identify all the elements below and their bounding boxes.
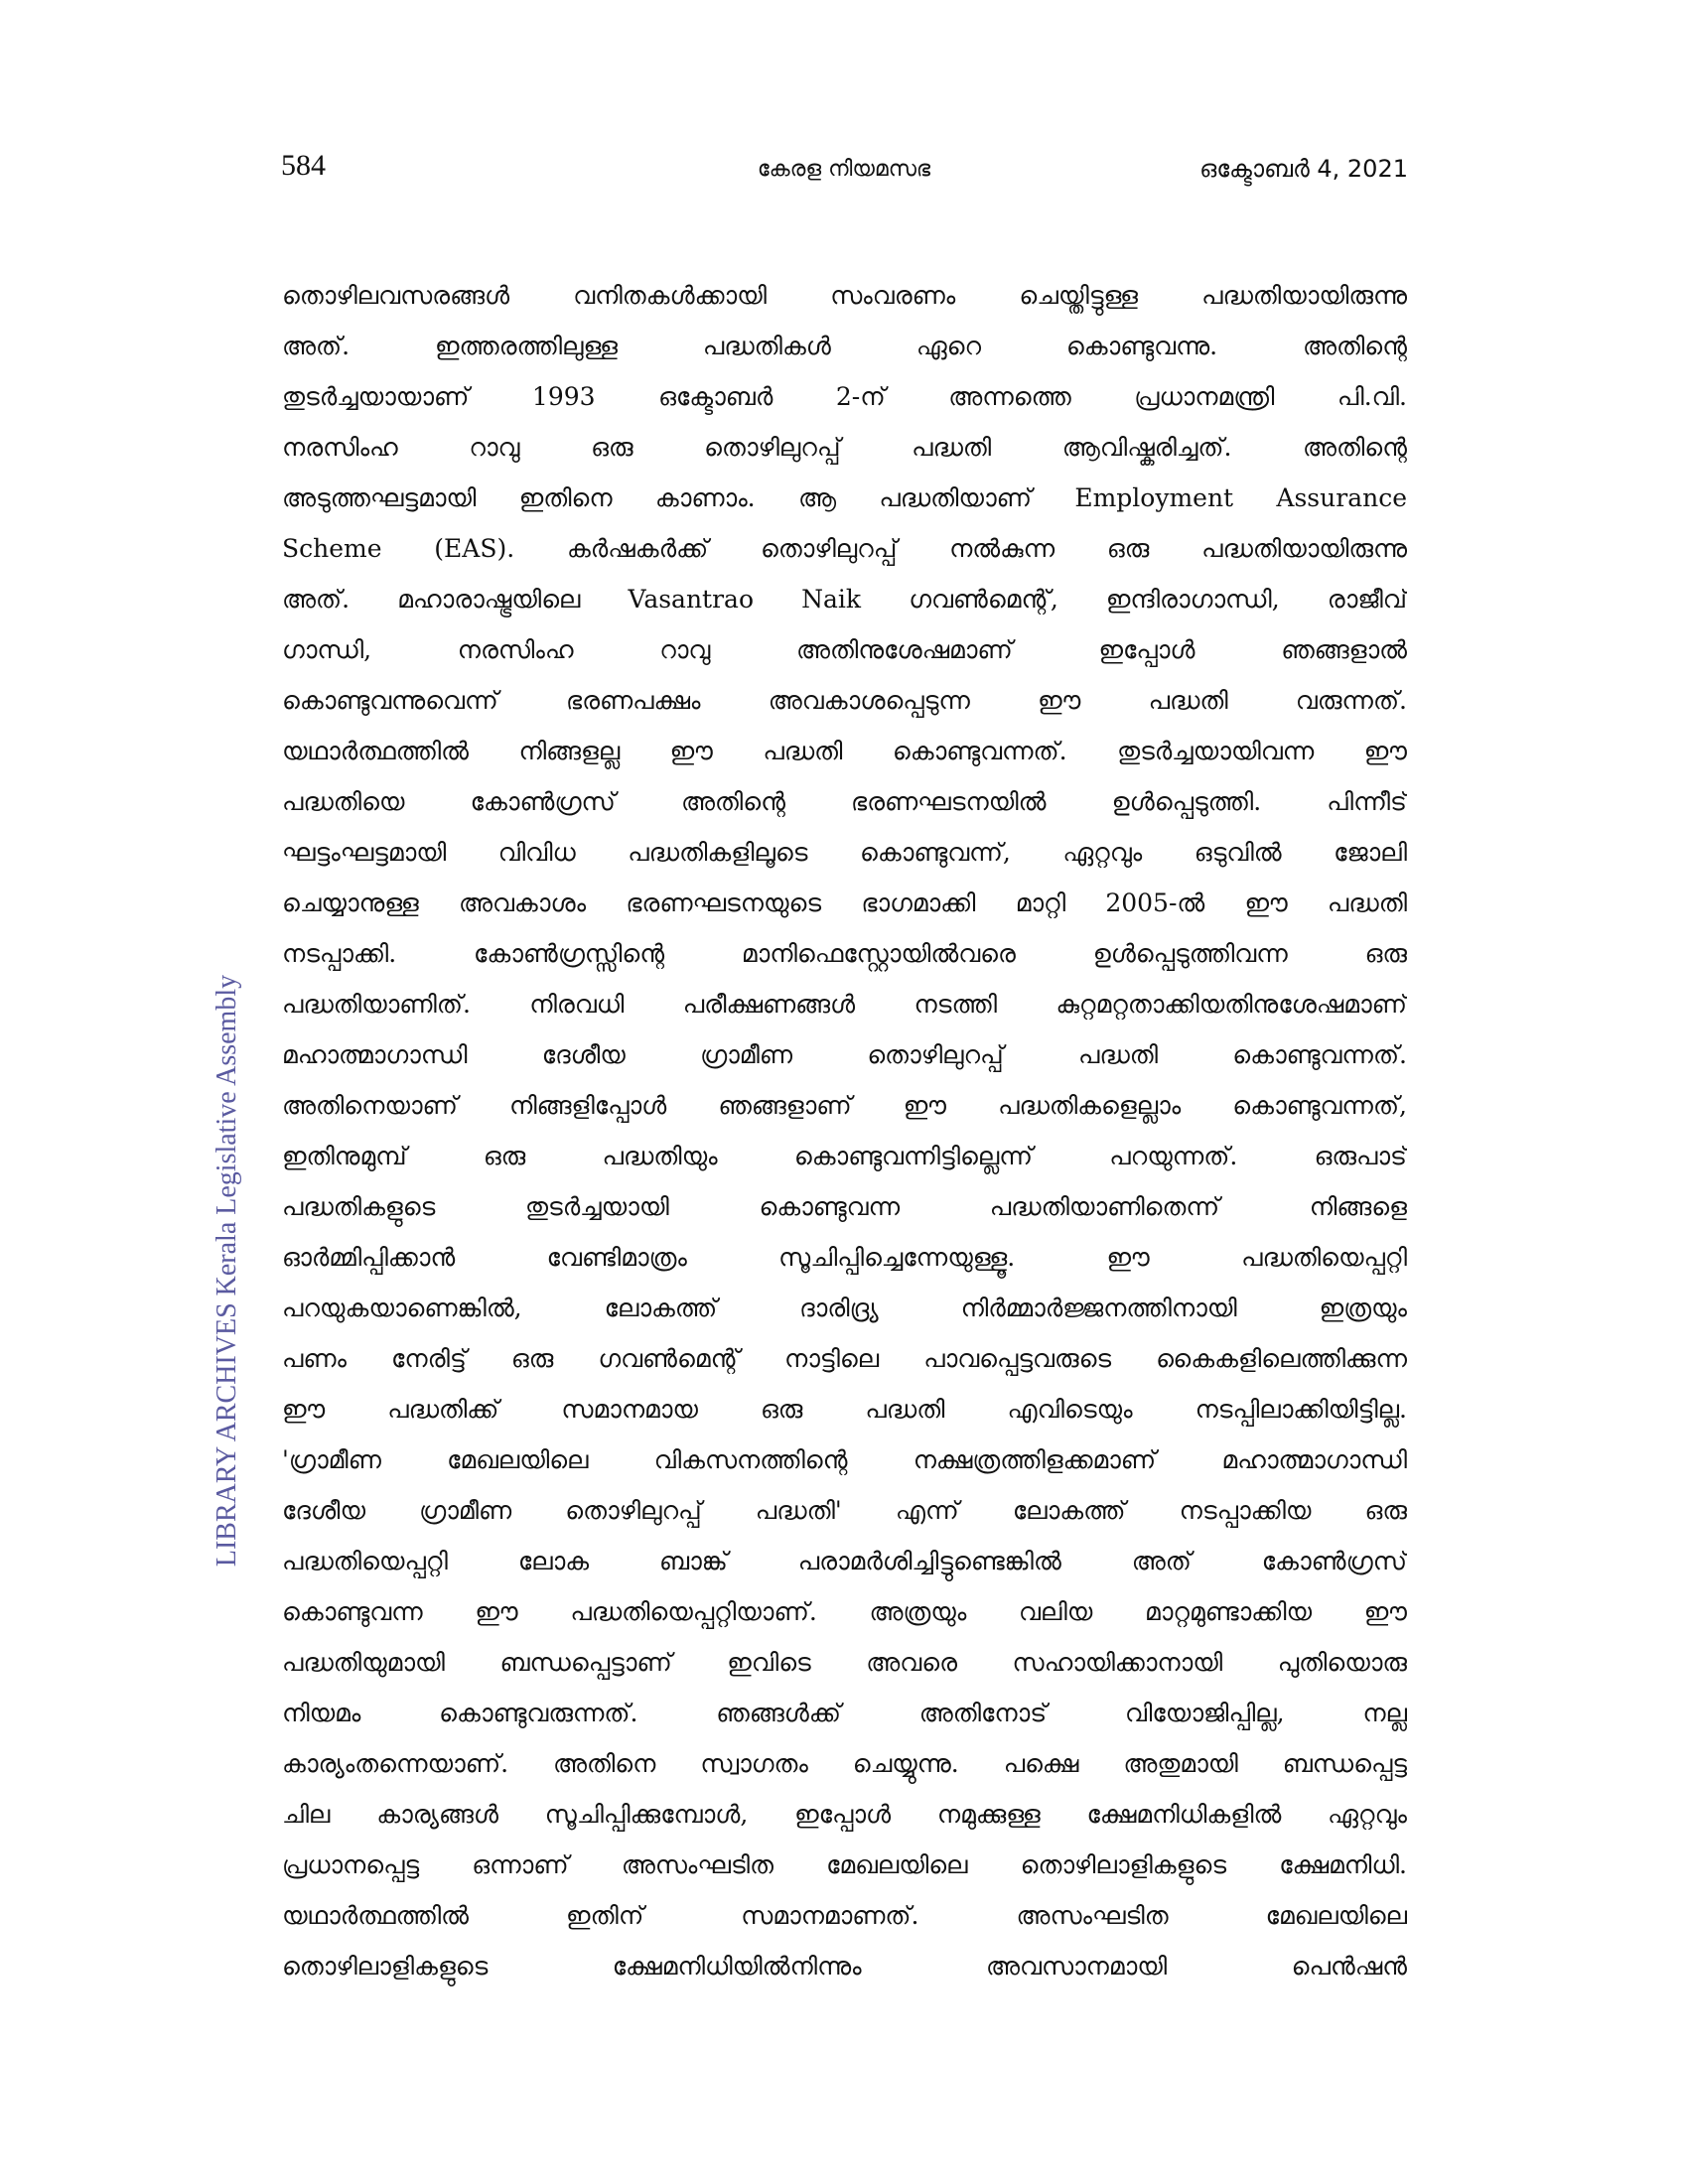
body-line: ഗാന്ധി, നരസിംഹ റാവു അതിനുശേഷമാണ് ഇപ്പോൾ ഞങ്ങളാൽ xyxy=(282,635,1407,664)
body-line: Scheme (EAS). കർഷകർക്ക് തൊഴിലുറപ്പ് നൽകുന്ന ഒരു പദ്ധതിയായിരുന്നു xyxy=(282,534,1407,563)
body-line: നടപ്പാക്കി. കോൺഗ്രസ്സിന്റെ മാനിഫെസ്റ്റോയിൽവരെ ഉൾപ്പെടുത്തിവന്ന ഒരു xyxy=(282,939,1407,968)
body-line: യഥാർത്ഥത്തിൽ നിങ്ങളല്ല ഈ പദ്ധതി കൊണ്ടുവന്നത്. തുടർച്ചയായിവന്ന ഈ xyxy=(282,737,1407,765)
body-line: പദ്ധതിയെ കോൺഗ്രസ് അതിന്റെ ഭരണഘടനയിൽ ഉൾപ്പെടുത്തി. പിന്നീട് xyxy=(282,787,1407,816)
body-line: പദ്ധതിയാണിത്. നിരവധി പരീക്ഷണങ്ങൾ നടത്തി കുറ്റമറ്റതാക്കിയതിനുശേഷമാണ് xyxy=(282,990,1407,1019)
body-line: പണം നേരിട്ട് ഒരു ഗവൺമെന്റ് നാട്ടിലെ പാവപ്പെട്ടവരുടെ കൈകളിലെത്തിക്കുന്ന xyxy=(282,1344,1407,1373)
body-line: പദ്ധതികളുടെ തുടർച്ചയായി കൊണ്ടുവന്ന പദ്ധതിയാണിതെന്ന് നിങ്ങളെ xyxy=(282,1192,1407,1221)
body-line: ഓർമ്മിപ്പിക്കാൻ വേണ്ടിമാത്രം സൂചിപ്പിച്ചെന്നേയുള്ളൂ. ഈ പദ്ധതിയെപ്പറ്റി xyxy=(282,1243,1407,1272)
body-line: പറയുകയാണെങ്കിൽ, ലോകത്ത് ദാരിദ്ര്യ നിർമ്മാർജ്ജനത്തിനായി ഇത്രയും xyxy=(282,1294,1407,1322)
archive-watermark: LIBRARY ARCHIVES Kerala Legislative Assembly xyxy=(211,974,242,1568)
body-line: തൊഴിലാളികളുടെ ക്ഷേമനിധിയിൽനിന്നും അവസാനമായി പെൻഷൻ xyxy=(282,1952,1407,1980)
page-number: 584 xyxy=(281,149,326,182)
body-line: കൊണ്ടുവന്ന ഈ പദ്ധതിയെപ്പറ്റിയാണ്. അത്രയും വലിയ മാറ്റമുണ്ടാക്കിയ ഈ xyxy=(282,1597,1407,1626)
body-line: പദ്ധതിയെപ്പറ്റി ലോക ബാങ്ക് പരാമർശിച്ചിട്ടുണ്ടെങ്കിൽ അത് കോൺഗ്രസ് xyxy=(282,1547,1407,1575)
body-line: ഘട്ടംഘട്ടമായി വിവിധ പദ്ധതികളിലൂടെ കൊണ്ടുവന്ന്, ഏറ്റവും ഒടുവിൽ ജോലി xyxy=(282,838,1407,867)
body-line: പദ്ധതിയുമായി ബന്ധപ്പെട്ടാണ് ഇവിടെ അവരെ സഹായിക്കാനായി പുതിയൊരു xyxy=(282,1648,1407,1677)
body-line: നരസിംഹ റാവു ഒരു തൊഴിലുറപ്പ് പദ്ധതി ആവിഷ്കരിച്ചത്. അതിന്റെ xyxy=(282,433,1407,462)
body-line: തൊഴിലവസരങ്ങൾ വനിതകൾക്കായി സംവരണം ചെയ്തിട്ടുള്ള പദ്ധതിയായിരുന്നു xyxy=(282,281,1407,310)
body-line: അടുത്തഘട്ടമായി ഇതിനെ കാണാം. ആ പദ്ധതിയാണ് Employment Assurance xyxy=(282,483,1407,512)
body-line: ഇതിനുമുമ്പ് ഒരു പദ്ധതിയും കൊണ്ടുവന്നിട്ടില്ലെന്ന് പറയുന്നത്. ഒരുപാട് xyxy=(282,1142,1407,1170)
body-line: ഈ പദ്ധതിക്ക് സമാനമായ ഒരു പദ്ധതി എവിടെയും നടപ്പിലാക്കിയിട്ടില്ല. xyxy=(282,1395,1407,1424)
body-line: പ്രധാനപ്പെട്ട ഒന്നാണ് അസംഘടിത മേഖലയിലെ തൊഴിലാളികളുടെ ക്ഷേമനിധി. xyxy=(282,1850,1407,1879)
body-text xyxy=(282,270,1407,1991)
body-line: മഹാത്മാഗാന്ധി ദേശീയ ഗ്രാമീണ തൊഴിലുറപ്പ് പദ്ധതി കൊണ്ടുവന്നത്. xyxy=(282,1040,1407,1069)
body-line: ദേശീയ ഗ്രാമീണ തൊഴിലുറപ്പ് പദ്ധതി' എന്ന് ലോകത്ത് നടപ്പാക്കിയ ഒരു xyxy=(282,1496,1407,1525)
body-line: നിയമം കൊണ്ടുവരുന്നത്. ഞങ്ങൾക്ക് അതിനോട് വിയോജിപ്പില്ല, നല്ല xyxy=(282,1699,1407,1727)
body-line: ചില കാര്യങ്ങൾ സൂചിപ്പിക്കുമ്പോൾ, ഇപ്പോൾ നമുക്കുള്ള ക്ഷേമനിധികളിൽ ഏറ്റവും xyxy=(282,1800,1407,1829)
body-line: യഥാർത്ഥത്തിൽ ഇതിന് സമാനമാണത്. അസംഘടിത മേഖലയിലെ xyxy=(282,1901,1407,1930)
body-line: അതിനെയാണ് നിങ്ങളിപ്പോൾ ഞങ്ങളാണ് ഈ പദ്ധതികളെല്ലാം കൊണ്ടുവന്നത്, xyxy=(282,1091,1407,1120)
body-line: തുടർച്ചയായാണ് 1993 ഒക്ടോബർ 2-ന് അന്നത്തെ പ്രധാനമന്ത്രി പി.വി. xyxy=(282,382,1407,411)
body-line: ചെയ്യാനുള്ള അവകാശം ഭരണഘടനയുടെ ഭാഗമാക്കി മാറ്റി 2005-ൽ ഈ പദ്ധതി xyxy=(282,888,1407,917)
body-line: അത്. ഇത്തരത്തിലുള്ള പദ്ധതികൾ ഏറെ കൊണ്ടുവന്നു. അതിന്റെ xyxy=(282,332,1407,360)
body-line: കൊണ്ടുവന്നുവെന്ന് ഭരണപക്ഷം അവകാശപ്പെടുന്ന ഈ പദ്ധതി വരുന്നത്. xyxy=(282,686,1407,715)
body-line: കാര്യംതന്നെയാണ്. അതിനെ സ്വാഗതം ചെയ്യുന്നു. പക്ഷെ അതുമായി ബന്ധപ്പെട്ട xyxy=(282,1749,1407,1778)
body-line: അത്. മഹാരാഷ്ട്രയിലെ Vasantrao Naik ഗവൺമെന്റ്, ഇന്ദിരാഗാന്ധി, രാജീവ് xyxy=(282,585,1407,614)
body-line: 'ഗ്രാമീണ മേഖലയിലെ വികസനത്തിന്റെ നക്ഷത്രത്തിളക്കമാണ് മഹാത്മാഗാന്ധി xyxy=(282,1445,1407,1474)
running-head: കേരള നിയമസഭ xyxy=(757,157,931,182)
header-date: ഒക്ടോബർ 4, 2021 xyxy=(1199,155,1408,183)
